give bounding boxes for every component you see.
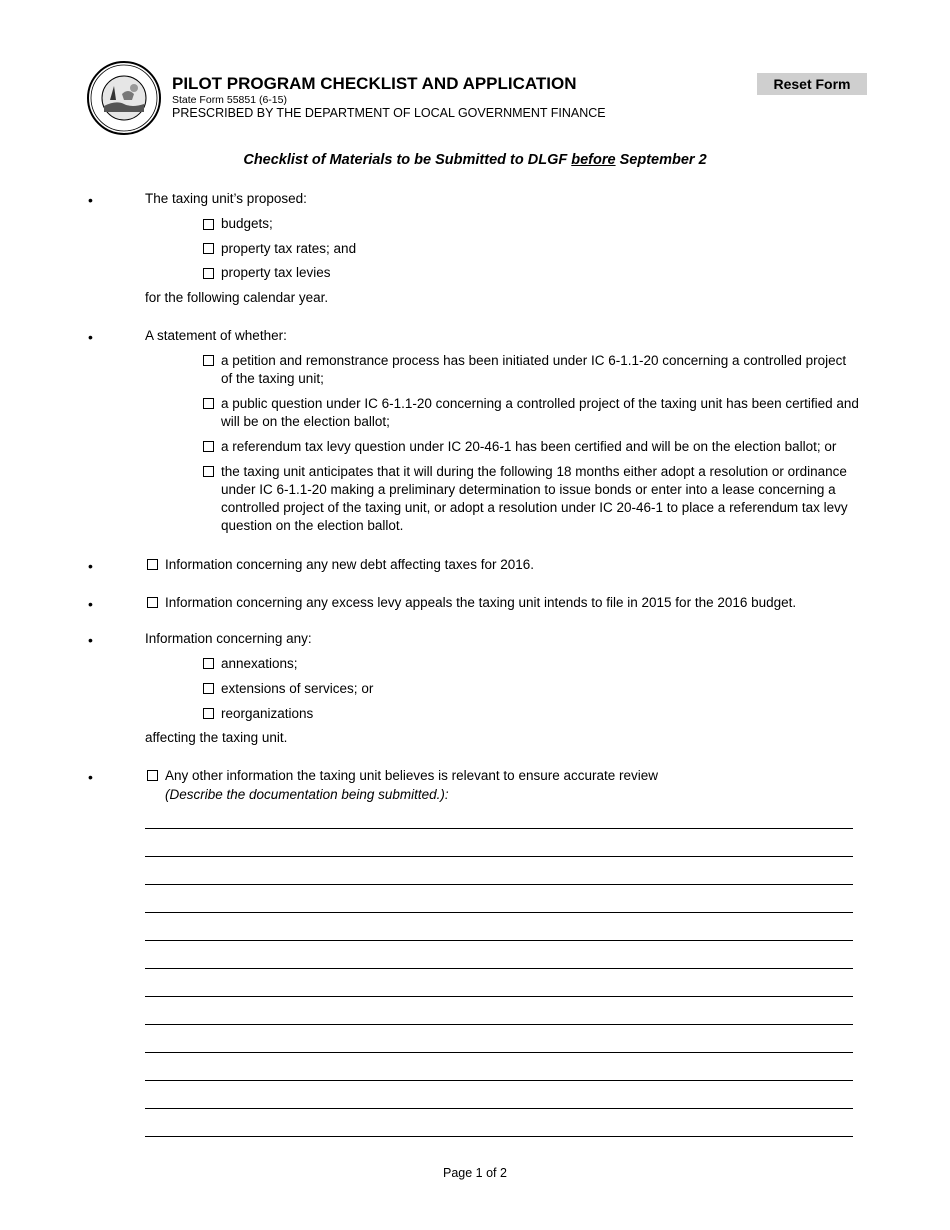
checkbox-label: budgets;	[221, 216, 273, 231]
checkbox-label: a referendum tax levy question under IC 20-46-1 has been certified and will be on the election ballot; or	[221, 439, 837, 454]
excess-levy-label: Information concerning any excess levy appeals the taxing unit intends to file in 2015 for the 2016 budget.	[165, 595, 797, 610]
checkbox-property-tax-rates[interactable]	[203, 243, 214, 254]
description-line[interactable]	[145, 1080, 853, 1081]
description-line[interactable]	[145, 828, 853, 829]
description-line[interactable]	[145, 884, 853, 885]
describe-documentation-label: (Describe the documentation being submitted.):	[165, 787, 449, 802]
checklist-heading	[0, 152, 950, 168]
description-line[interactable]	[145, 1108, 853, 1109]
bullet: •	[88, 632, 93, 648]
prescribed-by: PRESCRIBED BY THE DEPARTMENT OF LOCAL GOVERNMENT FINANCE	[172, 106, 606, 120]
section5-intro: Information concerning any:	[145, 631, 312, 646]
checkbox-petition-remonstrance[interactable]	[203, 355, 214, 366]
checkbox-property-tax-levies[interactable]	[203, 268, 214, 279]
form-title: PILOT PROGRAM CHECKLIST AND APPLICATION	[172, 74, 577, 93]
checkbox-other-information[interactable]	[147, 770, 158, 781]
bullet: •	[88, 596, 93, 612]
checkbox-extensions-of-services[interactable]	[203, 683, 214, 694]
checkbox-label: the taxing unit anticipates that it will during the following 18 months either adopt a resolution or ordinance under IC 6-1.1-20 making a preliminary determination to issue bonds or enter into a lease concerning a controlled project of the taxing unit, or adopt a resolution under IC 20-46-1 to place a referendum tax levy question on the election ballot.	[221, 464, 848, 533]
checkbox-anticipates-resolution[interactable]	[203, 466, 214, 477]
heading-prefix: Checklist of Materials to be Submitted to DLGF	[243, 152, 572, 168]
description-line[interactable]	[145, 1136, 853, 1137]
description-line[interactable]	[145, 912, 853, 913]
state-seal-icon	[86, 60, 162, 136]
bullet: •	[88, 769, 93, 785]
checkbox-new-debt[interactable]	[147, 559, 158, 570]
bullet: •	[88, 329, 93, 345]
checkbox-label: annexations;	[221, 656, 298, 671]
checkbox-public-question[interactable]	[203, 398, 214, 409]
description-line[interactable]	[145, 996, 853, 997]
bullet: •	[88, 192, 93, 208]
description-line[interactable]	[145, 1024, 853, 1025]
bullet: •	[88, 558, 93, 574]
checkbox-budgets[interactable]	[203, 219, 214, 230]
description-line[interactable]	[145, 1052, 853, 1053]
checkbox-annexations[interactable]	[203, 658, 214, 669]
new-debt-label: Information concerning any new debt affecting taxes for 2016.	[165, 557, 534, 572]
description-line[interactable]	[145, 968, 853, 969]
reset-form-button[interactable]: Reset Form	[757, 73, 867, 95]
checkbox-label: property tax levies	[221, 265, 331, 280]
description-line[interactable]	[145, 856, 853, 857]
heading-underlined: before	[571, 152, 616, 168]
checkbox-label: a public question under IC 6-1.1-20 concerning a controlled project of the taxing unit has been certified and will be on the election ballot;	[221, 396, 859, 429]
heading-suffix: September 2	[615, 152, 707, 168]
checkbox-label: property tax rates; and	[221, 241, 357, 256]
other-information-label: Any other information the taxing unit believes is relevant to ensure accurate review	[165, 768, 659, 783]
checkbox-label: extensions of services; or	[221, 681, 374, 696]
checkbox-reorganizations[interactable]	[203, 708, 214, 719]
section1-intro: The taxing unit’s proposed:	[145, 191, 307, 206]
checkbox-excess-levy-appeals[interactable]	[147, 597, 158, 608]
section1-outro: for the following calendar year.	[145, 290, 329, 305]
page-number: Page 1 of 2	[443, 1166, 507, 1180]
description-line[interactable]	[145, 940, 853, 941]
section5-outro: affecting the taxing unit.	[145, 730, 288, 745]
checkbox-label: a petition and remonstrance process has been initiated under IC 6-1.1-20 concerning a controlled project of the taxing unit;	[221, 353, 847, 386]
checkbox-label: reorganizations	[221, 706, 314, 721]
section2-intro: A statement of whether:	[145, 328, 287, 343]
form-number: State Form 55851 (6-15)	[172, 94, 287, 106]
checkbox-referendum-levy[interactable]	[203, 441, 214, 452]
